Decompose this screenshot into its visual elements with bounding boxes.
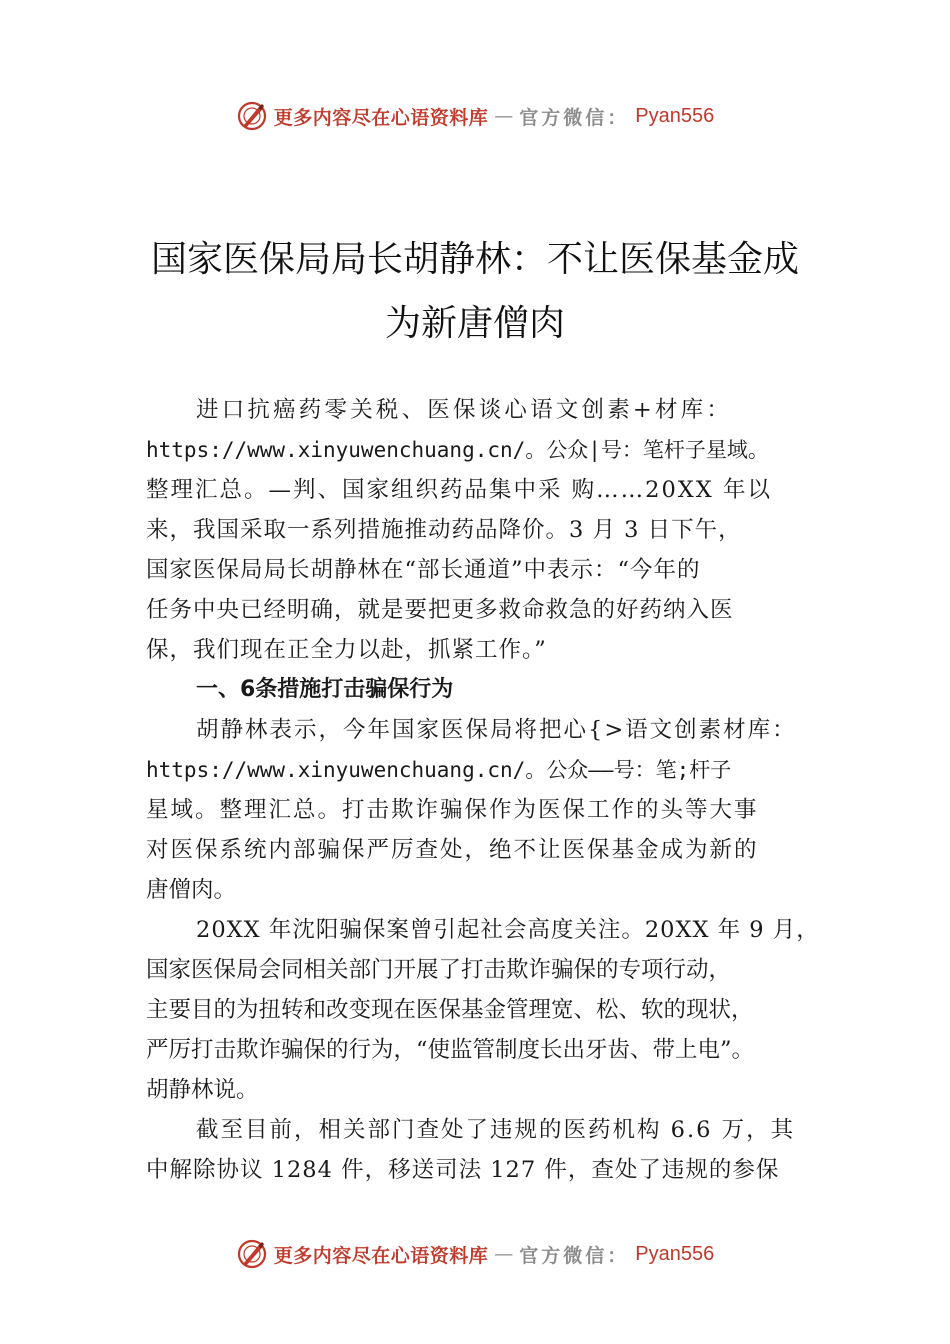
footer-banner — [0, 1234, 950, 1274]
p2-line-3: 星域。整理汇总。打击欺诈骗保作为医保工作的头等大事 — [146, 797, 759, 823]
banner-dash: — — [494, 105, 514, 127]
p2-line-1: 胡静林表示，今年国家医保局将把心{>语文创素材库： — [196, 717, 797, 743]
p3-line-5: 胡静林说。 — [146, 1077, 259, 1103]
wechat-id: Pyan556 — [635, 1242, 715, 1265]
p1-line-1: 进口抗癌药零关税、医保谈心语文创素+材库： — [196, 397, 733, 423]
p3-line-2: 国家医保局会同相关部门开展了打击欺诈骗保的专项行动， — [146, 957, 732, 983]
p3-line-4: 严厉打击欺诈骗保的行为，“使监管制度长出牙齿、带上电”。 — [146, 1037, 755, 1063]
pen-logo-icon — [236, 100, 268, 132]
document-body — [146, 390, 836, 1190]
p2-line-5: 唐僧肉。 — [146, 877, 237, 903]
pen-logo-icon — [236, 1238, 268, 1270]
p1-line-7: 保，我们现在正全力以赴，抓紧工作。” — [146, 637, 547, 663]
brand-text: 更多内容尽在心语资料库 — [273, 1244, 489, 1267]
banner-dash: — — [494, 1243, 514, 1265]
brand-text: 更多内容尽在心语资料库 — [273, 106, 489, 129]
p4-line-2: 中解除协议 1284 件，移送司法 127 件，查处了违规的参保 — [146, 1157, 780, 1183]
document-title — [0, 228, 950, 356]
p4-line-1: 截至目前，相关部门查处了违规的医药机构 6.6 万，其 — [196, 1117, 796, 1143]
title-line-2: 为新唐僧肉 — [384, 303, 565, 344]
wechat-id: Pyan556 — [635, 104, 715, 127]
p1-line-2: https://www.xinyuwenchuang.cn/。公众|号：笔杆子星域。 — [146, 438, 769, 462]
p1-line-6: 任务中央已经明确，就是要把更多救命救急的好药纳入医 — [146, 597, 734, 623]
p1-line-3: 整理汇总。—判、国家组织药品集中采 购……20XX 年以 — [146, 477, 772, 503]
p1-line-4: 来，我国采取一系列措施推动药品降价。3 月 3 日下午， — [146, 517, 742, 543]
wechat-label: 官方微信： — [519, 1244, 630, 1267]
p1-line-5: 国家医保局局长胡静林在“部长通道”中表示：“今年的 — [146, 557, 701, 583]
title-line-1: 国家医保局局长胡静林：不让医保基金成 — [150, 239, 799, 280]
header-banner — [0, 96, 950, 136]
section-heading: 一、6条措施打击骗保行为 — [196, 677, 454, 702]
p2-line-2: https://www.xinyuwenchuang.cn/。公众——号：笔;杆子 — [146, 758, 732, 782]
p3-line-1: 20XX 年沈阳骗保案曾引起社会高度关注。20XX 年 9 月， — [196, 917, 820, 943]
p3-line-3: 主要目的为扭转和改变现在医保基金管理宽、松、软的现状， — [146, 997, 754, 1023]
wechat-label: 官方微信： — [519, 106, 630, 129]
p2-line-4: 对医保系统内部骗保严厉查处，绝不让医保基金成为新的 — [146, 837, 759, 863]
